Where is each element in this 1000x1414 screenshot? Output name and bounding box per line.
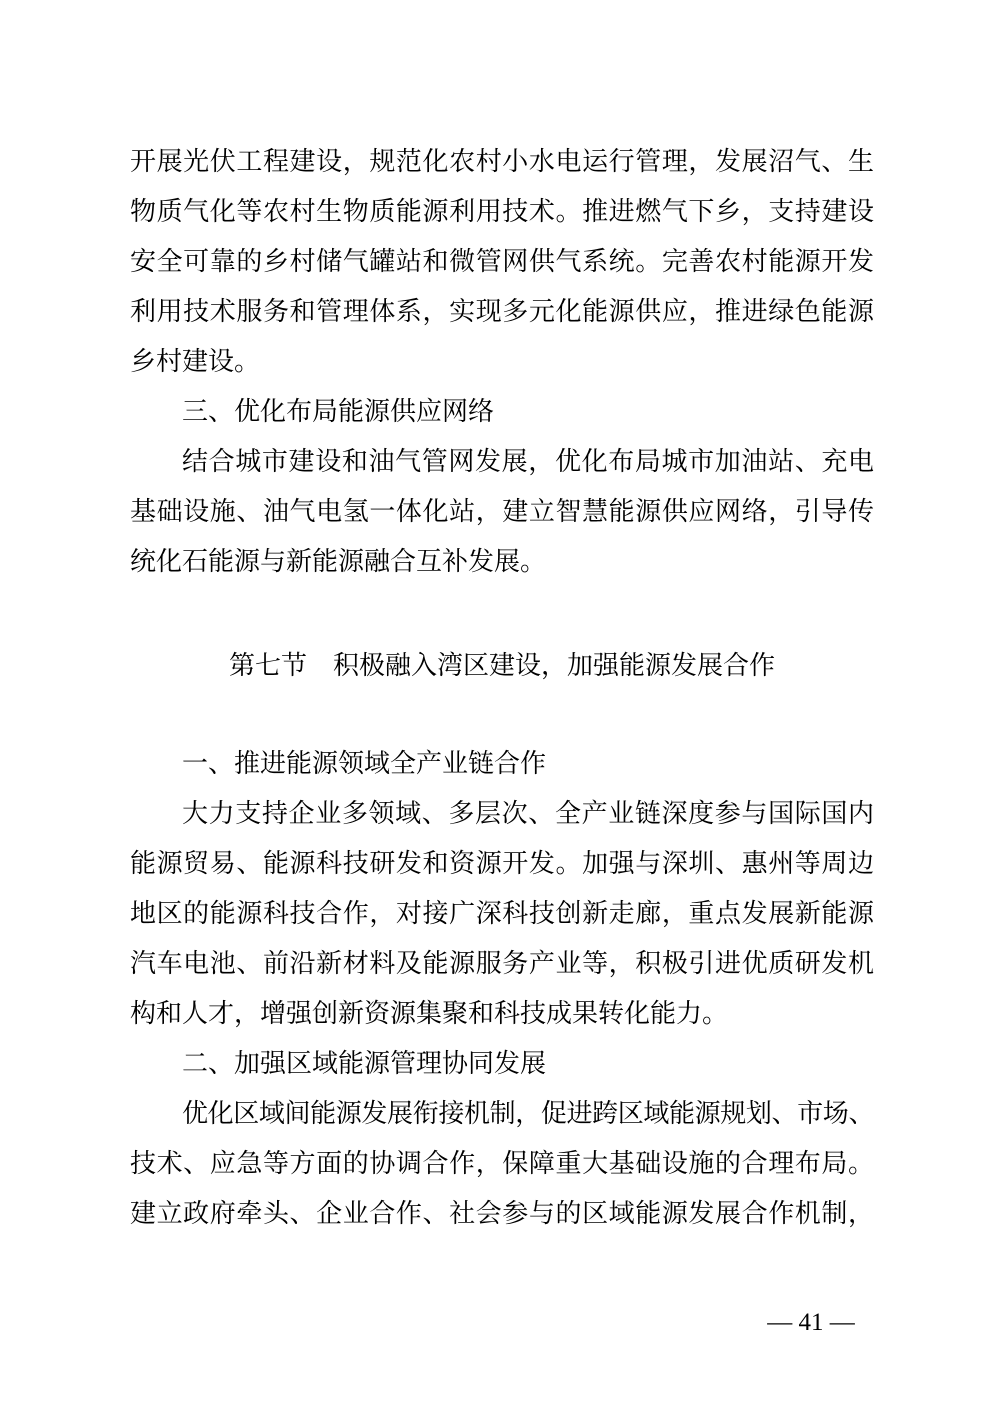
text-line: 优化区域间能源发展衔接机制，促进跨区域能源规划、市场、 — [182, 1098, 874, 1128]
section-heading: 第七节 积极融入湾区建设，加强能源发展合作 — [228, 650, 775, 680]
text-line: 安全可靠的乡村储气罐站和微管网供气系统。完善农村能源开发 — [130, 246, 874, 276]
text-line: 基础设施、油气电氢一体化站，建立智慧能源供应网络，引导传 — [130, 496, 874, 526]
text-line: 技术、应急等方面的协调合作，保障重大基础设施的合理布局。 — [130, 1148, 874, 1178]
text-line: 乡村建设。 — [130, 346, 261, 376]
body-text — [130, 136, 874, 1238]
page-number: — 41 — — [767, 1309, 855, 1336]
text-line: 汽车电池、前沿新材料及能源服务产业等，积极引进优质研发机 — [130, 948, 874, 978]
text-line: 建立政府牵头、企业合作、社会参与的区域能源发展合作机制， — [130, 1198, 874, 1228]
subsection-heading: 三、优化布局能源供应网络 — [182, 396, 495, 426]
text-line: 构和人才，增强创新资源集聚和科技成果转化能力。 — [130, 998, 729, 1028]
subsection-heading: 一、推进能源领域全产业链合作 — [182, 748, 547, 778]
subsection-heading: 二、加强区域能源管理协同发展 — [182, 1048, 547, 1078]
text-line: 统化石能源与新能源融合互补发展。 — [130, 546, 547, 576]
text-line: 地区的能源科技合作，对接广深科技创新走廊，重点发展新能源 — [130, 898, 874, 928]
text-line: 开展光伏工程建设，规范化农村小水电运行管理，发展沼气、生 — [130, 146, 874, 176]
text-line: 结合城市建设和油气管网发展，优化布局城市加油站、充电 — [182, 446, 874, 476]
text-line: 能源贸易、能源科技研发和资源开发。加强与深圳、惠州等周边 — [130, 848, 874, 878]
text-line: 大力支持企业多领域、多层次、全产业链深度参与国际国内 — [182, 798, 874, 828]
text-line: 物质气化等农村生物质能源利用技术。推进燃气下乡，支持建设 — [130, 196, 874, 226]
text-line: 利用技术服务和管理体系，实现多元化能源供应，推进绿色能源 — [130, 296, 874, 326]
